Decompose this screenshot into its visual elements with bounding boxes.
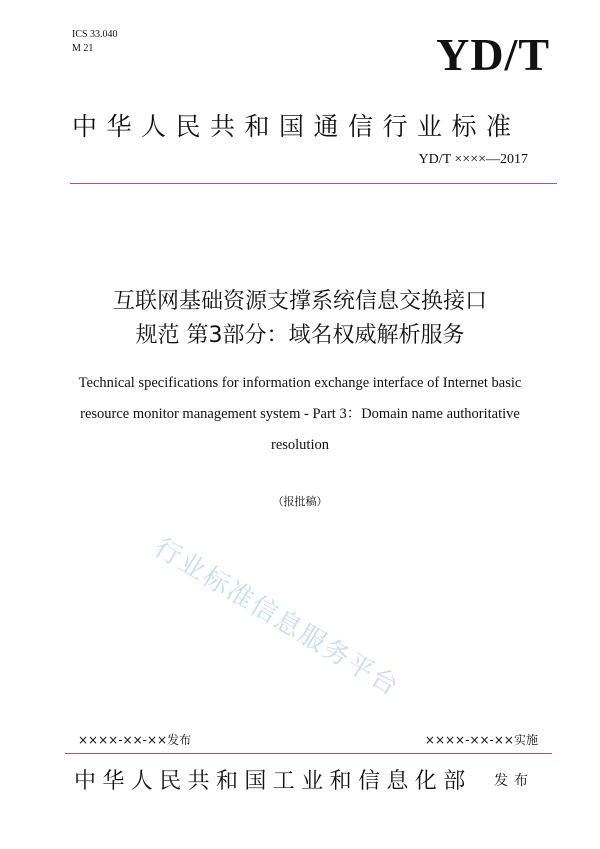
english-title-line2: resource monitor management system - Part 3：Domain name authoritative	[80, 406, 520, 422]
chinese-title-line1: 互联网基础资源支撑系统信息交换接口	[112, 289, 487, 314]
bottom-divider	[65, 753, 552, 754]
english-title-line1: Technical specifications for information exchange interface of Internet basic	[78, 375, 522, 391]
issuing-authority: 中华人民共和国工业和信息化部	[74, 769, 472, 794]
classification-codes	[72, 28, 118, 56]
english-title	[20, 368, 580, 461]
chinese-title	[0, 285, 600, 353]
watermark: 行业标准信息服务平台	[148, 532, 405, 703]
standard-logo: YD/T	[436, 29, 550, 80]
english-title-line3: resolution	[271, 437, 329, 453]
publish-date: ××××-××-××发布	[78, 733, 192, 747]
standard-code: YD/T ××××—2017	[418, 152, 528, 167]
implement-date: ××××-××-××实施	[424, 733, 538, 747]
draft-status: （报批稿）	[272, 495, 328, 508]
standard-type-title: 中华人民共和国通信行业标准	[72, 112, 521, 141]
ccs-code: M 21	[72, 43, 94, 54]
chinese-title-line2: 规范 第3部分：域名权威解析服务	[135, 323, 465, 348]
ics-code: ICS 33.040	[72, 29, 118, 40]
top-divider	[70, 183, 557, 184]
issue-label: 发布	[494, 773, 534, 789]
